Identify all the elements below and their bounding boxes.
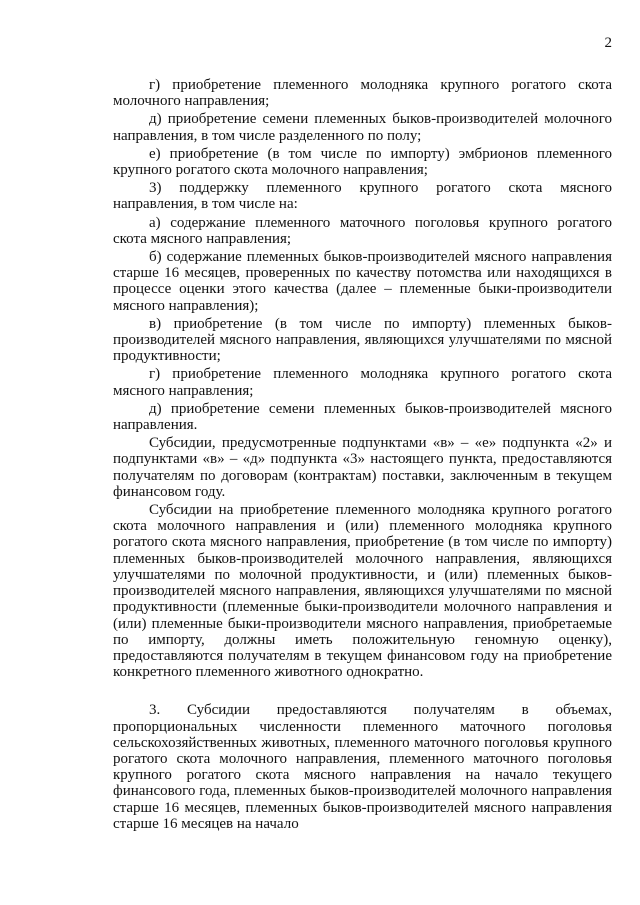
document-body	[113, 77, 612, 834]
paragraph-12: 3. Субсидии предоставляются получателям в объемах, пропорциональных численности племенного маточного поголовья сельскохозяйственных животных, племенного маточного поголовья крупного рогатого скота молочного направления, племенного маточного поголовья крупного рогатого скота мясного направления на начало текущего финансового года, племенных быков-производителей молочного направления старше 16 месяцев, племенных быков-производителей мясного направления старше 16 месяцев на начало	[113, 702, 612, 832]
paragraph-3: е) приобретение (в том числе по импорту) эмбрионов племенного крупного рогатого скота молочного направления;	[113, 145, 612, 179]
paragraph-4: 3) поддержку племенного крупного рогатого скота мясного направления, в том числе на:	[113, 180, 612, 213]
paragraph-1: г) приобретение племенного молодняка крупного рогатого скота молочного направления;	[113, 77, 612, 110]
paragraph-gap	[113, 682, 612, 702]
paragraph-7: в) приобретение (в том числе по импорту) племенных быков-производителей мясного направления, являющихся улучшателями по мясной продуктивности;	[113, 315, 612, 365]
paragraph-8: г) приобретение племенного молодняка крупного рогатого скота мясного направления;	[113, 366, 612, 399]
page-number: 2	[604, 35, 612, 51]
paragraph-2: д) приобретение семени племенных быков-производителей молочного направления, в том числе разделенного по полу;	[113, 111, 612, 144]
paragraph-5: а) содержание племенного маточного поголовья крупного рогатого скота мясного направления;	[113, 214, 612, 247]
paragraph-9: д) приобретение семени племенных быков-производителей мясного направления.	[113, 400, 612, 434]
paragraph-10: Субсидии, предусмотренные подпунктами «в» – «е» подпункта «2» и подпунктами «в» – «д» подпункта «3» настоящего пункта, предоставляются получателям по договорам (контрактам) поставки, заключенным в текущем финансовом году.	[113, 435, 612, 500]
paragraph-11: Субсидии на приобретение племенного молодняка крупного рогатого скота молочного направления и (или) племенного молодняка крупного рогатого скота мясного направления, приобретение (в том числе по импорту) племенных быков-производителей молочного направления, являющихся улучшателями по молочной продуктивности, и (или) племенных быков-производителей мясного направления, являющихся улучшателями по мясной продуктивности (племенные быки-производители молочного направления и (или) племенные быки-производители мясного направления, приобретаемые по импорту, должны иметь положительную геномную оценку), предоставляются получателям в текущем финансовом году на приобретение конкретного племенного животного однократно.	[113, 502, 612, 681]
paragraph-6: б) содержание племенных быков-производителей мясного направления старше 16 месяцев, проверенных по качеству потомства или находящихся в процессе оценки этого качества (далее – племенные быки-производители мясного направления);	[113, 249, 612, 314]
